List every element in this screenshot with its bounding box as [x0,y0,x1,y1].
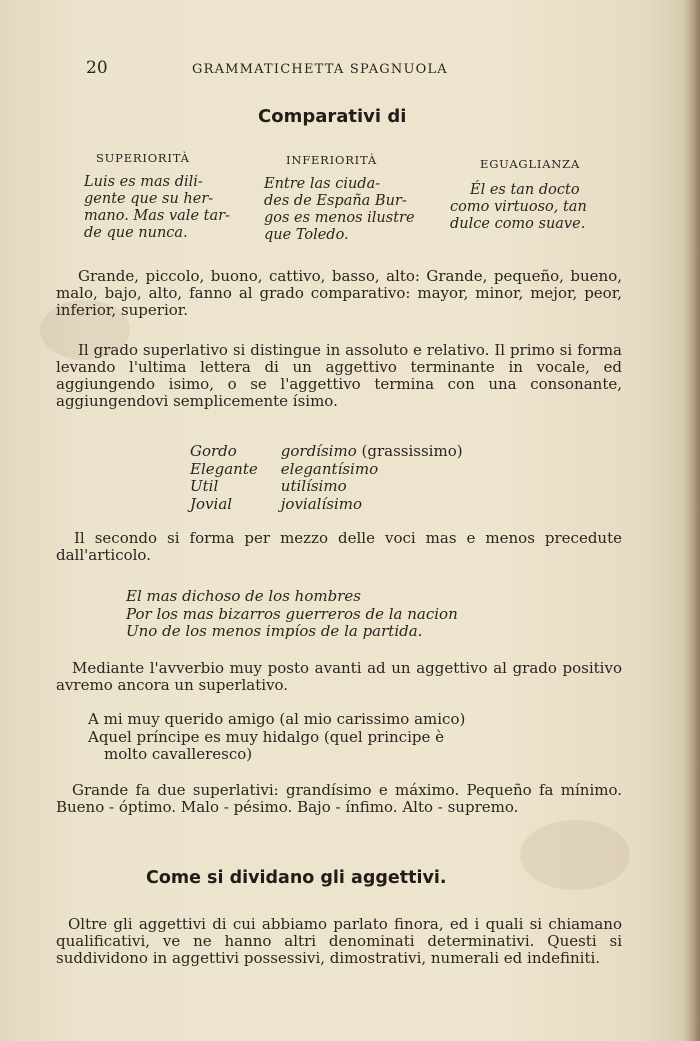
superlative-word: utilísimo [280,477,347,495]
paragraph-superlativo: Il grado superlativo si distingue in assoluto e relativo. Il primo si forma levando l'ultima lettera di un aggettivo terminante in vocale, ed aggiungendo isimo, o se l'aggettivo termina con una consonante, aggiungendovi semplicemente ísimo. [56,341,622,410]
example-row [190,443,550,461]
paragraph-secondo: Il secondo si forma per mezzo delle voci mas e menos precedute dall'articolo. [56,529,622,564]
gloss: (grassissimo) [361,442,463,460]
example-line: como virtuoso, tan [450,199,587,215]
page-header [86,58,626,80]
base-word: Elegante [190,459,258,478]
base-word: Gordo [190,442,237,460]
example-line: dulce como suave. [450,216,586,232]
paragraph-comparativo: Grande, piccolo, buono, cattivo, basso, alto: Grande, pequeño, bueno, malo, bajo, alto, fanno al grado comparativo: mayor, minor, mejor, peor, inferior, superior. [56,267,622,319]
example-line: mano. Mas vale tar- [84,208,230,224]
example-row [190,478,550,496]
column-example [254,176,434,244]
muy-examples [88,711,608,764]
column-eguaglianza [450,156,630,233]
running-title: GRAMMATICHETTA SPAGNUOLA [192,62,448,77]
example-line: Uno de los menos impíos de la partida. [126,622,423,640]
example-line: molto cavalleresco) [104,745,253,763]
column-inferiorita [254,152,434,244]
paragraph-irregular: Grande fa due superlativi: grandísimo e máximo. Pequeño fa mínimo. Bueno - óptimo. Malo - pésimo. Bajo - ínfimo. Alto - supremo. [56,781,622,816]
example-line: A mi muy querido amigo (al mio carissimo amico) [88,710,466,728]
example-line: Aquel príncipe es muy hidalgo (quel principe è [88,727,444,746]
superlative-word: gordísimo [280,442,357,460]
column-heading: SUPERIORITÀ [96,151,190,165]
base-word: Jovial [190,494,233,513]
example-row [190,496,550,514]
example-line: gente que su her- [84,191,214,207]
comparativi-title: Comparativi di [258,106,407,127]
example-line: Luis es mas dili- [84,174,203,190]
superlative-examples [190,443,550,513]
example-line: des de España Bur- [264,193,407,209]
page-binding-edge [684,0,700,1041]
column-heading: EGUAGLIANZA [480,157,581,171]
relative-examples [126,588,596,641]
paragraph-muy: Mediante l'avverbio muy posto avanti ad un aggettivo al grado positivo avremo ancora un superlativo. [56,659,622,694]
example-line: El mas dichoso de los hombres [126,587,361,605]
column-heading: INFERIORITÀ [286,153,377,167]
example-line: Entre las ciuda- [264,176,381,192]
aggettivi-title: Come si dividano gli aggettivi. [146,868,447,888]
example-line: de que nunca. [84,225,188,241]
example-row [190,461,550,479]
superlative-word: elegantísimo [280,459,379,478]
paper-stain [520,820,630,890]
column-example [84,174,234,242]
example-line: gos es menos ilustre [264,210,415,226]
page-number: 20 [86,58,108,78]
superlative-word: jovialísimo [280,494,363,513]
example-line: que Toledo. [264,227,349,243]
column-superiorita [84,150,234,242]
base-word: Util [190,477,219,495]
example-line: Él es tan docto [470,182,580,198]
column-example [450,182,630,233]
example-line: Por los mas bizarros guerreros de la nacion [126,604,458,623]
paragraph-dividere: Oltre gli aggettivi di cui abbiamo parlato finora, ed i quali si chiamano qualificativi, ve ne hanno altri denominati determinativi. Questi si suddividono in aggettivi possessivi, dimostrativi, numerali ed indefiniti. [56,915,622,967]
